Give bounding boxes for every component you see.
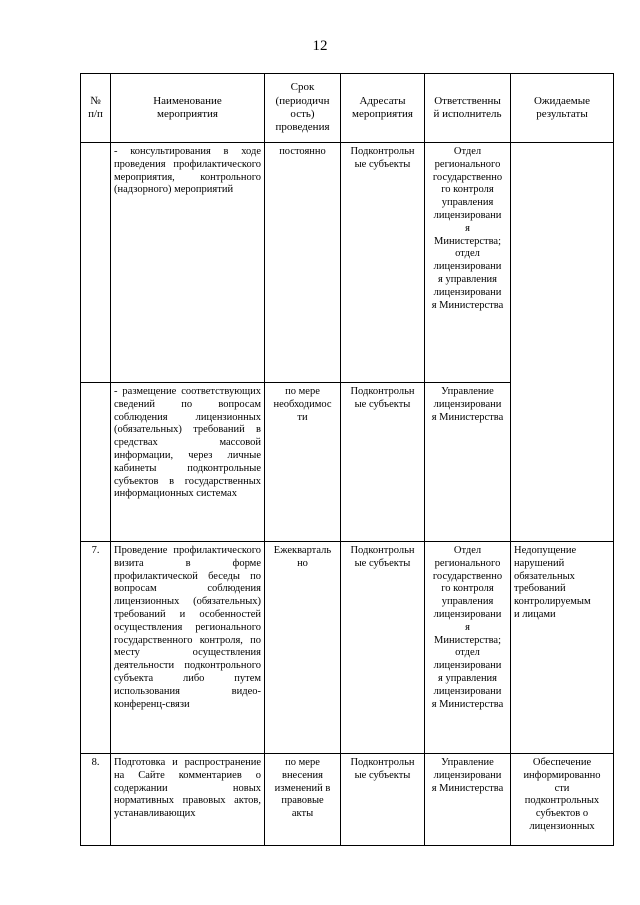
row-number (81, 143, 111, 383)
page-number: 12 (312, 38, 328, 54)
row-responsible: Управление лицензировани я Министерства (425, 754, 511, 846)
row-number (81, 383, 111, 542)
header-name: Наименование мероприятия (111, 74, 265, 143)
row-results (511, 143, 614, 542)
row-number: 8. (81, 754, 111, 846)
row-results: Недопущение нарушений обязательных требований контролируемым и лицами (511, 542, 614, 754)
header-addressees: Адресаты мероприятия (341, 74, 425, 143)
row-term: по мере необходимос ти (265, 383, 341, 542)
row-number: 7. (81, 542, 111, 754)
row-name: Подготовка и распространение на Сайте комментариев о содержании новых нормативных правовых актов, устанавливающих (111, 754, 265, 846)
header-responsible: Ответственны й исполнитель (425, 74, 511, 143)
table-row (81, 542, 614, 754)
row-term: по мере внесения изменений в правовые акты (265, 754, 341, 846)
table-row (81, 754, 614, 846)
row-name: - размещение соответствующих сведений по вопросам соблюдения лицензионных (обязательных) требований в средствах массовой информации, через личные кабинеты подконтрольные субъектов в государственных информационных системах (111, 383, 265, 542)
row-name: Проведение профилактического визита в форме профилактической беседы по вопросам соблюдения лицензионных (обязательных) требований и особенностей осуществления регионального государственного контроля, по месту осуществления деятельности подконтрольного субъекта либо путем использования видео-конференц-связи (111, 542, 265, 754)
row-results: Обеспечение информированно сти подконтрольных субъектов о лицензионных (511, 754, 614, 846)
row-responsible: Управление лицензировани я Министерства (425, 383, 511, 542)
measures-table (80, 73, 614, 846)
row-addressees: Подконтрольн ые субъекты (341, 754, 425, 846)
row-name: - консультирования в ходе проведения профилактического мероприятия, контрольного (надзорного) мероприятий (111, 143, 265, 383)
row-responsible: Отдел регионального государственно го контроля управления лицензировани я Министерства; отдел лицензировани я управления лицензировани я Министерства (425, 542, 511, 754)
header-number: № п/п (81, 74, 111, 143)
table-header-row (81, 74, 614, 143)
row-responsible: Отдел регионального государственно го контроля управления лицензировани я Министерства; отдел лицензировани я управления лицензировани я Министерства (425, 143, 511, 383)
table-row (81, 143, 614, 383)
header-term: Срок (периодичн ость) проведения (265, 74, 341, 143)
header-results: Ожидаемые результаты (511, 74, 614, 143)
row-addressees: Подконтрольн ые субъекты (341, 143, 425, 383)
row-term: Ежекварталь но (265, 542, 341, 754)
row-term: постоянно (265, 143, 341, 383)
row-addressees: Подконтрольн ые субъекты (341, 542, 425, 754)
row-addressees: Подконтрольн ые субъекты (341, 383, 425, 542)
